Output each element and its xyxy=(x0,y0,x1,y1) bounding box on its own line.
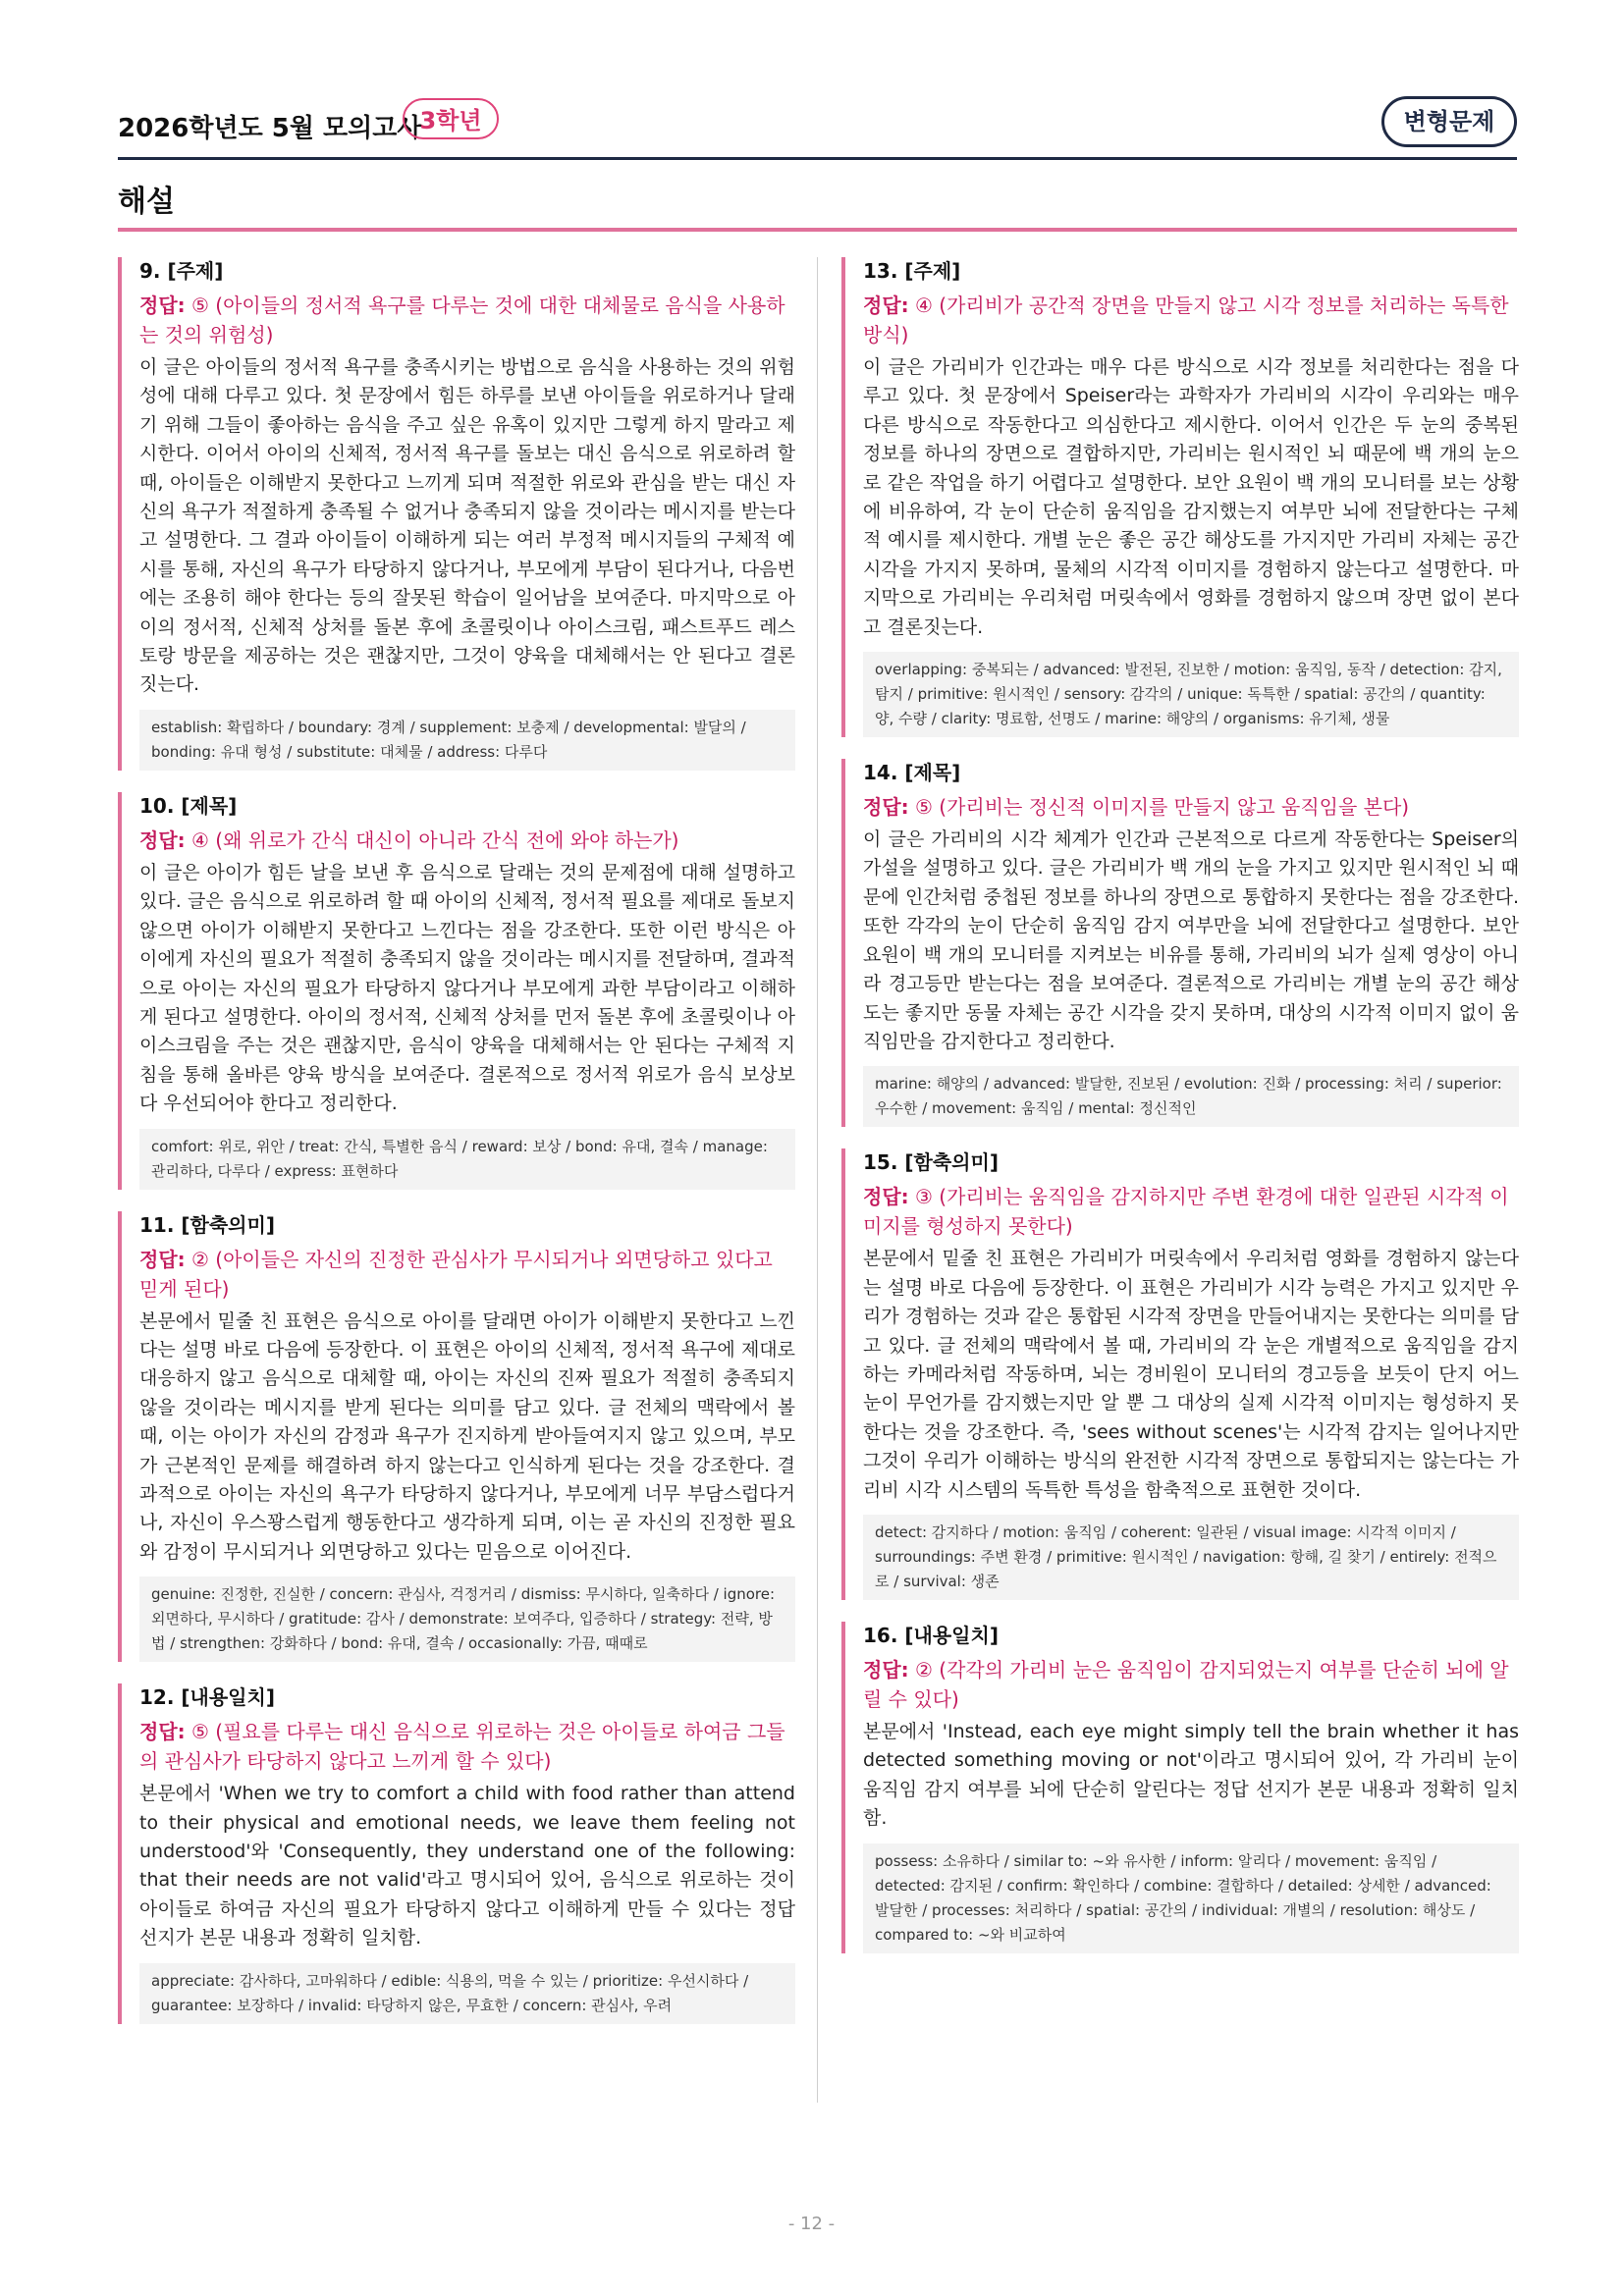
answer-line xyxy=(863,291,1519,349)
answer-line xyxy=(139,1717,795,1776)
grade-badge: 3학년 xyxy=(403,98,499,139)
question-13 xyxy=(841,257,1519,737)
vocabulary-box: appreciate: 감사하다, 고마워하다 / edible: 식용의, 먹을 수 있는 / prioritize: 우선시하다 / guarantee: 보장하다 / invalid: 타당하지 않은, 무효한 / concern: 관심사, 우려 xyxy=(139,1963,795,2024)
answer-line xyxy=(863,1655,1519,1714)
answer-text: ② (아이들은 자신의 진정한 관심사가 무시되거나 외면당하고 있다고 믿게 된다) xyxy=(139,1247,773,1301)
question-12 xyxy=(118,1683,795,2023)
explanation-text: 이 글은 아이들의 정서적 욕구를 충족시키는 방법으로 음식을 사용하는 것의 위험성에 대해 다루고 있다. 첫 문장에서 힘든 하루를 보낸 아이들을 위로하거나 달래기 위해 그들이 좋아하는 음식을 주고 싶은 유혹이 있지만 그렇게 하지 말라고 제시한다. 이어서 아이의 신체적, 정서적 욕구를 돌보는 대신 음식으로 위로하려 할 때, 아이들은 이해받지 못한다고 느끼게 되며 적절한 위로와 관심을 받는 대신 자신의 욕구가 적절하게 충족될 수 없거나 충족되지 않을 것이라는 메시지를 받는다고 설명한다. 그 결과 아이들이 이해하게 되는 여러 부정적 메시지들의 구체적 예시를 통해, 자신의 욕구가 타당하지 않다거나, 부모에게 부담이 된다거나, 다음번에는 조용히 해야 한다는 등의 잘못된 학습이 일어남을 보여준다. 마지막으로 아이의 정서적, 신체적 상처를 돌본 후에 초콜릿이나 아이스크림, 패스트푸드 레스토랑 방문을 제공하는 것은 괜찮지만, 그것이 양육을 대체해서는 안 된다고 결론짓는다. xyxy=(139,356,795,696)
question-heading: 14. [제목] xyxy=(863,761,961,785)
vocabulary-box: overlapping: 중복되는 / advanced: 발전된, 진보한 / motion: 움직임, 동작 / detection: 감지, 탐지 / primitive: 원시적인 / sensory: 감각의 / unique: 독특한 / spatial: 공간의 / quantity: 양, 수량 / clarity: 명료함, 선명도 / marine: 해양의 / organisms: 유기체, 생물 xyxy=(863,652,1519,737)
question-16 xyxy=(841,1622,1519,1953)
exam-title: 2026학년도 5월 모의고사 xyxy=(118,114,422,143)
answer-label: 정답: xyxy=(863,1185,909,1209)
right-column xyxy=(841,257,1519,1953)
page-number: - 12 - xyxy=(787,2214,836,2234)
answer-text: ⑤ (아이들의 정서적 욕구를 다루는 것에 대한 대체물로 음식을 사용하는 것의 위험성) xyxy=(139,294,785,347)
question-heading: 15. [함축의미] xyxy=(863,1150,999,1175)
answer-label: 정답: xyxy=(139,828,186,852)
question-9 xyxy=(118,257,795,771)
answer-label: 정답: xyxy=(139,1247,186,1271)
answer-text: ⑤ (가리비는 정신적 이미지를 만들지 않고 움직임을 본다) xyxy=(915,795,1410,820)
answer-label: 정답: xyxy=(139,294,186,317)
explanation-text: 본문에서 밑줄 친 표현은 가리비가 머릿속에서 우리처럼 영화를 경험하지 않는다는 설명 바로 다음에 등장한다. 이 표현은 가리비가 시각 능력은 가지고 있지만 우리가 경험하는 것과 같은 통합된 시각적 장면을 만들어내지는 못한다는 의미를 담고 있다. 글 전체의 맥락에서 볼 때, 가리비의 각 눈은 개별적으로 움직임을 감지하는 카메라처럼 작동하며, 뇌는 경비원이 모니터의 경고등을 보듯이 단지 어느 눈이 무언가를 감지했는지만 알 뿐 그 대상의 실제 시각적 이미지는 형성하지 못한다는 것을 강조한다. 즉, 'sees without scenes'는 시각적 감지는 일어나지만 그것이 우리가 이해하는 방식의 완전한 시각적 장면으로 통합되지는 않는다는 가리비 시각 시스템의 독특한 특성을 함축적으로 표현한 것이다. xyxy=(863,1248,1519,1501)
question-heading: 10. [제목] xyxy=(139,793,238,818)
question-heading: 13. [주제] xyxy=(863,259,961,283)
answer-line xyxy=(139,826,795,855)
explanation-text: 본문에서 'When we try to comfort a child with food rather than attend to their physical and emotional needs, we leave them feeling not understood'와 'Consequently, they understand one of the following: that their needs are not valid'라고 명시되어 있어, 음식으로 위로하는 것이 아이들로 하여금 자신의 필요가 타당하지 않다고 이해하게 만들 수 있다는 정답 선지가 본문 내용과 정확히 일치함. xyxy=(139,1783,795,1949)
section-divider xyxy=(118,228,1517,232)
answer-line xyxy=(139,1245,795,1304)
question-10 xyxy=(118,792,795,1190)
answer-text: ④ (왜 위로가 간식 대신이 아니라 간식 전에 와야 하는가) xyxy=(191,828,679,852)
left-column xyxy=(118,257,795,2024)
vocabulary-box: comfort: 위로, 위안 / treat: 간식, 특별한 음식 / reward: 보상 / bond: 유대, 결속 / manage: 관리하다, 다루다 / express: 표현하다 xyxy=(139,1129,795,1190)
vocabulary-box: marine: 해양의 / advanced: 발달한, 진보된 / evolution: 진화 / processing: 처리 / superior: 우수한 / movement: 움직임 / mental: 정신적인 xyxy=(863,1066,1519,1127)
answer-line xyxy=(863,792,1519,822)
answer-line xyxy=(139,291,795,349)
answer-label: 정답: xyxy=(863,1657,909,1682)
question-heading: 9. [주제] xyxy=(139,259,224,283)
explanation-text: 본문에서 'Instead, each eye might simply tell the brain whether it has detected something moving or not'이라고 명시되어 있어, 각 가리비 눈이 움직임 감지 여부를 뇌에 단순히 알린다는 정답 선지가 본문 내용과 정확히 일치함. xyxy=(863,1720,1519,1830)
type-badge: 변형문제 xyxy=(1381,96,1517,147)
vocabulary-box: possess: 소유하다 / similar to: ~와 유사한 / inform: 알리다 / movement: 움직임 / detected: 감지된 / confirm: 확인하다 / combine: 결합하다 / detailed: 상세한 / advanced: 발달한 / processes: 처리하다 / spatial: 공간의 / individual: 개별의 / resolution: 해상도 / compared to: ~와 비교하여 xyxy=(863,1843,1519,1953)
explanation-text: 이 글은 아이가 힘든 날을 보낸 후 음식으로 달래는 것의 문제점에 대해 설명하고 있다. 글은 음식으로 위로하려 할 때 아이의 신체적, 정서적 필요를 제대로 돌보지 않으면 아이가 이해받지 못한다고 느낀다는 점을 강조한다. 또한 이런 방식은 아이에게 자신의 필요가 적절히 충족되지 않을 것이라는 메시지를 전달하며, 결과적으로 아이는 자신의 필요가 타당하지 않다거나 부모에게 과한 부담이라고 이해하게 된다고 설명한다. 아이의 정서적, 신체적 상처를 먼저 돌본 후에 초콜릿이나 아이스크림을 주는 것은 괜찮지만, 음식이 양육을 대체해서는 안 된다는 구체적 지침을 통해 올바른 양육 방식을 보여준다. 결론적으로 정서적 위로가 음식 보상보다 우선되어야 한다고 정리한다. xyxy=(139,861,796,1115)
answer-text: ⑤ (필요를 다루는 대신 음식으로 위로하는 것은 아이들로 하여금 그들의 관심사가 타당하지 않다고 느끼게 할 수 있다) xyxy=(139,1720,785,1774)
header-divider xyxy=(118,157,1517,160)
question-heading: 16. [내용일치] xyxy=(863,1623,999,1647)
answer-text: ② (각각의 가리비 눈은 움직임이 감지되었는지 여부를 단순히 뇌에 알릴 수 있다) xyxy=(863,1657,1509,1711)
answer-text: ③ (가리비는 움직임을 감지하지만 주변 환경에 대한 일관된 시각적 이미지를 형성하지 못한다) xyxy=(863,1185,1509,1239)
answer-text: ④ (가리비가 공간적 장면을 만들지 않고 시각 정보를 처리하는 독특한 방식) xyxy=(863,294,1509,347)
question-11 xyxy=(118,1211,795,1663)
answer-label: 정답: xyxy=(139,1720,186,1744)
column-divider xyxy=(817,257,818,2103)
answer-label: 정답: xyxy=(863,795,909,820)
answer-line xyxy=(863,1182,1519,1241)
question-heading: 12. [내용일치] xyxy=(139,1685,275,1710)
vocabulary-box: genuine: 진정한, 진실한 / concern: 관심사, 걱정거리 / dismiss: 무시하다, 일축하다 / ignore: 외면하다, 무시하다 / gratitude: 감사 / demonstrate: 보여주다, 입증하다 / strategy: 전략, 방법 / strengthen: 강화하다 / bond: 유대, 결속 / occasionally: 가끔, 때때로 xyxy=(139,1576,795,1662)
explanation-text: 본문에서 밑줄 친 표현은 음식으로 아이를 달래면 아이가 이해받지 못한다고 느낀다는 설명 바로 다음에 등장한다. 이 표현은 아이의 신체적, 정서적 욕구에 제대로 대응하지 않고 음식으로 대체할 때, 아이는 자신의 진짜 필요가 적절히 충족되지 않을 것이라는 메시지를 받게 된다는 의미를 담고 있다. 글 전체의 맥락에서 볼 때, 이는 아이가 자신의 감정과 욕구가 진지하게 받아들여지지 않고 있으며, 부모가 근본적인 문제를 해결하려 하지 않는다고 인식하게 된다는 것을 강조한다. 결과적으로 아이는 자신의 욕구가 타당하지 않다거나, 부모에게 너무 부담스럽다거나, 자신이 우스꽝스럽게 행동한다고 생각하게 되며, 이는 곧 자신의 진정한 필요와 감정이 무시되거나 외면당하고 있다는 믿음으로 이어진다. xyxy=(139,1309,796,1563)
vocabulary-box: establish: 확립하다 / boundary: 경계 / supplement: 보충제 / developmental: 발달의 / bonding: 유대 형성 / substitute: 대체물 / address: 다루다 xyxy=(139,710,795,771)
question-heading: 11. [함축의미] xyxy=(139,1212,275,1237)
explanation-text: 이 글은 가리비의 시각 체계가 인간과 근본적으로 다르게 작동한다는 Speiser의 가설을 설명하고 있다. 글은 가리비가 백 개의 눈을 가지고 있지만 원시적인 뇌 때문에 인간처럼 중첩된 정보를 하나의 장면으로 통합하지 못한다는 점을 강조한다. 또한 각각의 눈이 단순히 움직임 감지 여부만을 뇌에 전달한다고 설명한다. 보안 요원이 백 개의 모니터를 지켜보는 비유를 통해, 가리비의 뇌가 실제 영상이 아니라 경고등만 받는다는 점을 보여준다. 결론적으로 가리비는 개별 눈의 공간 해상도는 좋지만 동물 자체는 공간 시각을 갖지 못하며, 대상의 시각적 이미지 없이 움직임만을 감지한다고 정리한다. xyxy=(863,828,1519,1052)
explanation-text: 이 글은 가리비가 인간과는 매우 다른 방식으로 시각 정보를 처리한다는 점을 다루고 있다. 첫 문장에서 Speiser라는 과학자가 가리비의 시각이 우리와는 매우 다른 방식으로 작동한다고 의심한다고 제시한다. 이어서 인간은 두 눈의 중복된 정보를 하나의 장면으로 결합하지만, 가리비는 원시적인 뇌 때문에 백 개의 눈으로 같은 작업을 하기 어렵다고 설명한다. 보안 요원이 백 개의 모니터를 보는 상황에 비유하여, 각 눈이 단순히 움직임을 감지했는지 여부만 뇌에 전달한다는 구체적 예시를 제시한다. 개별 눈은 좋은 공간 해상도를 가지지만 가리비 자체는 공간 시각을 가지지 못하며, 물체의 시각적 이미지를 경험하지 않는다고 설명한다. 마지막으로 가리비는 우리처럼 머릿속에서 영화를 경험하지 않으며 장면 없이 본다고 결론짓는다. xyxy=(863,356,1519,638)
page-header xyxy=(118,96,1517,159)
section-title: 해설 xyxy=(118,185,175,219)
answer-label: 정답: xyxy=(863,294,909,317)
question-15 xyxy=(841,1148,1519,1600)
question-14 xyxy=(841,759,1519,1127)
vocabulary-box: detect: 감지하다 / motion: 움직임 / coherent: 일관된 / visual image: 시각적 이미지 / surroundings: 주변 환경 / primitive: 원시적인 / navigation: 항해, 길 찾기 / entirely: 전적으로 / survival: 생존 xyxy=(863,1515,1519,1600)
